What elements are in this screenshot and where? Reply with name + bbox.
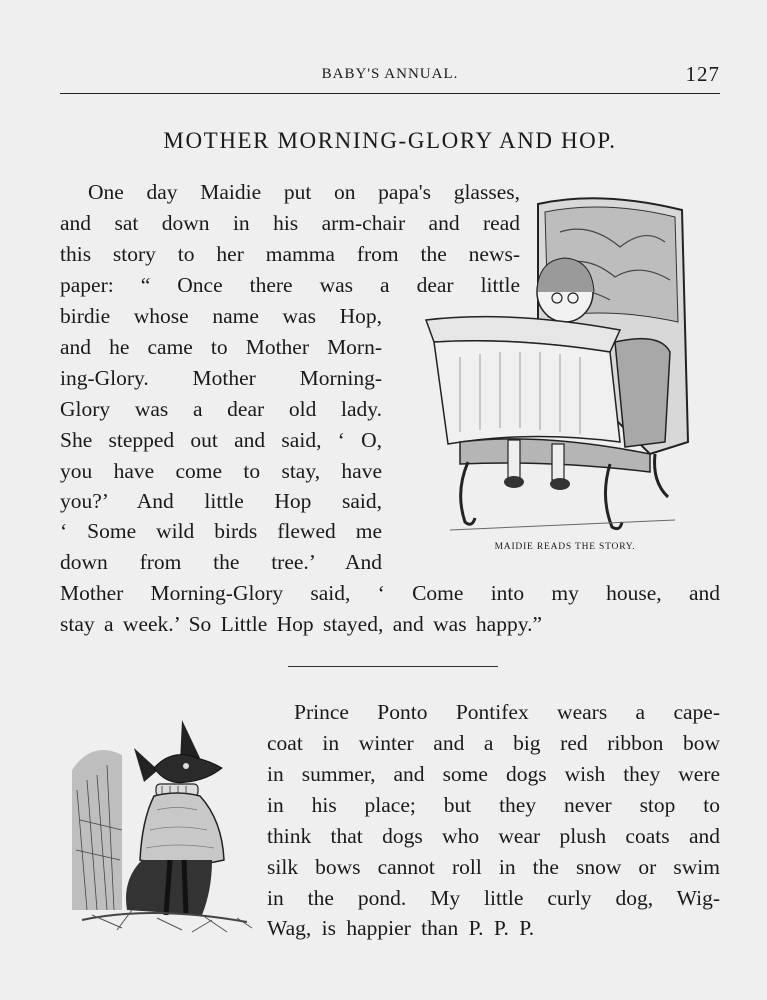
- story2-line: in summer, and some dogs wish they were: [267, 762, 720, 786]
- story1-line: you have come to stay, have: [60, 459, 382, 483]
- story2-line: in the pond. My little curly dog, Wig-: [267, 886, 720, 910]
- article-title: MOTHER MORNING-GLORY AND HOP.: [163, 128, 617, 153]
- story1-line: you?’ And little Hop said,: [60, 489, 382, 513]
- story1-line: Mother Morning-Glory said, ‘ Come into my house, and: [60, 581, 720, 605]
- header-rule: [60, 93, 720, 94]
- page-number: 127: [685, 62, 720, 86]
- illustration-caption: MAIDIE READS THE STORY.: [494, 542, 636, 552]
- maidie-armchair-illustration: [420, 192, 695, 537]
- story2-line: in his place; but they never stop to: [267, 793, 720, 817]
- story1-line: stay a week.’ So Little Hop stayed, and was happy.”: [60, 612, 542, 636]
- story2-line: silk bows cannot roll in the snow or swim: [267, 855, 720, 879]
- story2-line: Wag, is happier than P. P. P.: [267, 916, 535, 940]
- story1-line: paper: “ Once there was a dear little: [60, 273, 520, 297]
- story1-line: ing-Glory. Mother Morning-: [60, 366, 382, 390]
- running-title: BABY'S ANNUAL.: [321, 66, 459, 82]
- story1-line: She stepped out and said, ‘ O,: [60, 428, 382, 452]
- story1-line: ‘ Some wild birds flewed me: [60, 519, 382, 543]
- story1-line: One day Maidie put on papa's glasses,: [88, 180, 520, 204]
- story1-line: this story to her mamma from the news-: [60, 242, 520, 266]
- story1-line: birdie whose name was Hop,: [60, 304, 382, 328]
- story1-line: Glory was a dear old lady.: [60, 397, 382, 421]
- story2-line: coat in winter and a big red ribbon bow: [267, 731, 720, 755]
- story2-line: think that dogs who wear plush coats and: [267, 824, 720, 848]
- dog-cape-illustration: [62, 710, 262, 935]
- story1-line: down from the tree.’ And: [60, 550, 382, 574]
- story1-line: and he came to Mother Morn-: [60, 335, 382, 359]
- story2-line: Prince Ponto Pontifex wears a cape-: [294, 700, 720, 724]
- running-head: [60, 62, 720, 86]
- section-divider: [288, 666, 498, 667]
- story1-line: and sat down in his arm-chair and read: [60, 211, 520, 235]
